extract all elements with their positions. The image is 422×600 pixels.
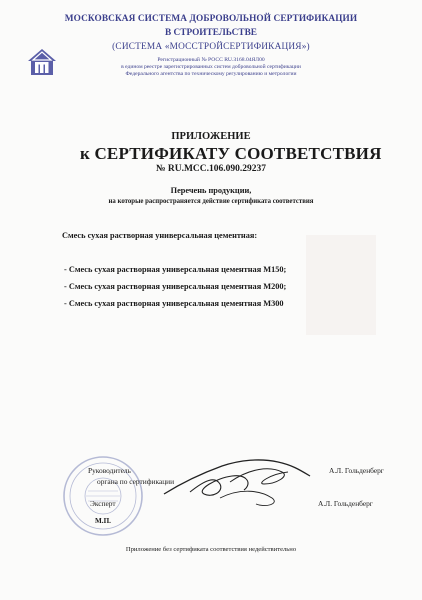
header-agency: Федерального агентства по техническому регулированию и метрологии	[125, 71, 297, 77]
list-item: - Смесь сухая растворная универсальная цементная М300	[64, 299, 284, 308]
product-list-heading: Перечень продукции,	[170, 186, 252, 195]
appendix-title: ПРИЛОЖЕНИЕ	[171, 131, 251, 142]
header-system-subtitle: В СТРОИТЕЛЬСТВЕ	[165, 28, 257, 38]
signer-role-expert: Эксперт	[90, 499, 116, 508]
header-registry-note: в едином реестре зарегистрированных систем добровольной сертификации	[121, 64, 301, 70]
product-group-title: Смесь сухая растворная универсальная цементная:	[62, 231, 258, 240]
mosstroy-logo-icon	[27, 48, 57, 76]
seal-place-label: М.П.	[95, 517, 111, 525]
list-item: - Смесь сухая растворная универсальная цементная М150;	[64, 265, 287, 274]
signer-role-head: Руководитель	[88, 466, 131, 475]
signer-name-head: А.Л. Гольденберг	[329, 466, 384, 475]
header-registration-number: Регистрационный № РОСС RU.З168.04ЯЛ00	[157, 57, 265, 63]
header-system-name: МОСКОВСКАЯ СИСТЕМА ДОБРОВОЛЬНОЙ СЕРТИФИКАЦИИ	[64, 14, 358, 24]
list-item: - Смесь сухая растворная универсальная цементная М200;	[64, 282, 287, 291]
certificate-title: к СЕРТИФИКАТУ СООТВЕТСТВИЯ	[80, 144, 382, 163]
signer-name-expert: А.Л. Гольденберг	[318, 499, 373, 508]
certificate-number: № RU.MCC.106.090.29237	[155, 164, 267, 174]
watermark-graphic	[296, 225, 386, 345]
handwritten-signature	[160, 454, 315, 514]
signer-role-head-org: органа по сертификации	[97, 477, 175, 486]
validity-note: Приложение без сертификата соответствия недействительно	[125, 546, 297, 553]
product-list-subheading: на которые распространяется действие сертификата соответствия	[108, 198, 314, 205]
header-system-short-name: (СИСТЕМА «МОССТРОЙСЕРТИФИКАЦИЯ»)	[112, 42, 310, 52]
